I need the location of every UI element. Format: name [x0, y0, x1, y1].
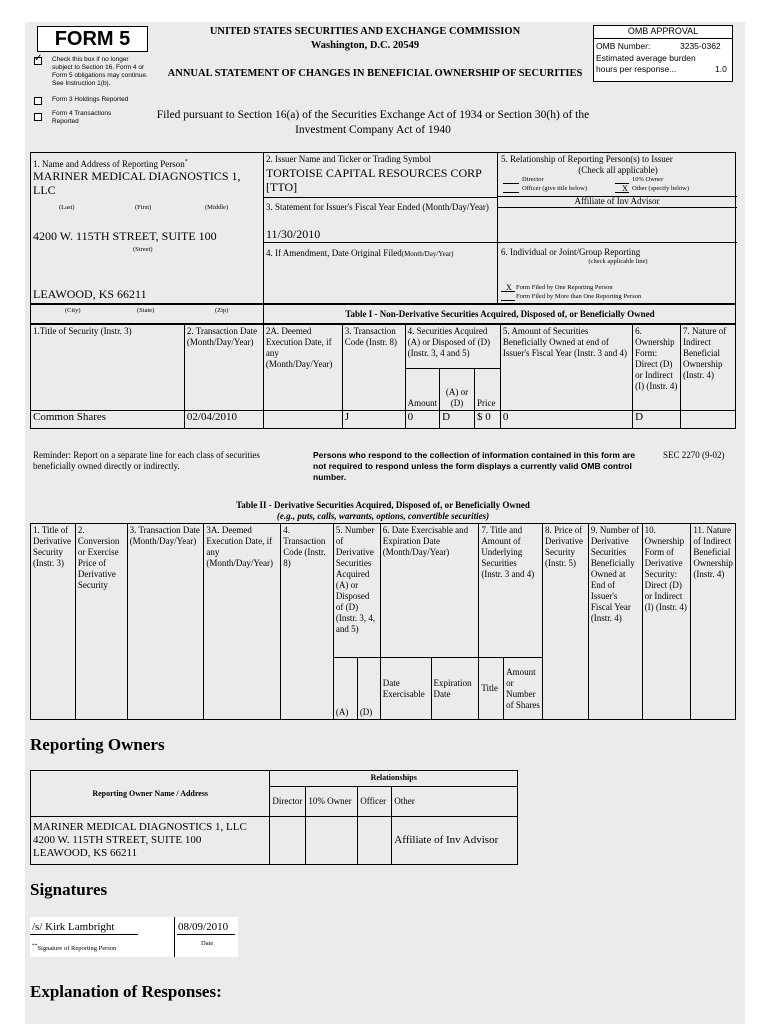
- relationship-title: Affiliate of Inv Advisor: [574, 196, 660, 206]
- no-longer-subject-text: Check this box if no longer subject to Section 16. Form 4 or Form 5 obligations may continue. See Instruction 1(b).: [52, 56, 148, 87]
- t2-h-date-ex: Date Exercisable: [380, 658, 431, 720]
- box2-label: 2. Issuer Name and Ticker or Trading Symbol: [266, 154, 431, 164]
- owner-row-director: [270, 817, 306, 865]
- relationships-header: Relationships: [270, 771, 518, 787]
- owner-row-name: [31, 817, 270, 865]
- omb-burden-label: Estimated average burden hours per response...: [596, 53, 696, 74]
- more-persons-option[interactable]: Form Filed by More than One Reporting Person: [516, 293, 642, 300]
- t1-h-nature: 7. Nature of Indirect Beneficial Ownership (Instr. 4): [681, 325, 736, 411]
- table1: [30, 324, 736, 429]
- persons-notice: Persons who respond to the collection of information contained in this form are not required to respond unless the form displays a currently valid OMB control number.: [313, 450, 636, 482]
- form3-holdings-text: Form 3 Holdings Reported: [52, 96, 129, 103]
- t2-h-exp: Expiration Date: [431, 658, 479, 720]
- t1-r-owned: 0: [500, 411, 632, 429]
- t1-h-aord: (A) or (D): [440, 369, 475, 411]
- other-option-mark[interactable]: X: [622, 184, 628, 193]
- fiscal-year-ended: 11/30/2010: [266, 227, 321, 241]
- t2-h-a: (A): [333, 658, 357, 720]
- box4-label: [266, 248, 496, 260]
- t2-h-form: 10. Ownership Form of Derivative Security: Direct (D) or Indirect (I) (Instr. 4): [642, 524, 691, 720]
- t2-h-nature: 11. Nature of Indirect Beneficial Ownership (Instr. 4): [691, 524, 736, 720]
- owner-other-header: Other: [392, 787, 518, 817]
- owner-officer-header: Officer: [358, 787, 392, 817]
- check-mark-icon: ✓: [34, 53, 43, 64]
- t1-r-code: J: [342, 411, 405, 429]
- explanation-heading: Explanation of Responses:: [30, 982, 222, 1001]
- box4-sub: (Month/Day/Year): [401, 250, 454, 258]
- t2-h-title: 1. Title of Derivative Security (Instr. 3): [31, 524, 76, 720]
- box1-asterisk: *: [184, 159, 188, 165]
- middle-label: (Middle): [205, 204, 229, 211]
- t2-h-d: (D): [357, 658, 380, 720]
- table2-subtitle: (e.g., puts, calls, warrants, options, convertible securities): [276, 511, 490, 521]
- t1-h-code: 3. Transaction Code (Instr. 8): [342, 325, 405, 411]
- last-label: (Last): [59, 204, 75, 211]
- t2-h-conversion: 2. Conversion or Exercise Price of Derivative Security: [75, 524, 127, 720]
- t2-h-number: 5. Number of Derivative Securities Acquired (A) or Disposed of (D) (Instr. 3, 4, and 5): [333, 524, 380, 658]
- signature-date: 08/09/2010: [178, 921, 229, 933]
- owner-row-other: Affiliate of Inv Advisor: [392, 817, 518, 865]
- t1-r-deemed: [263, 411, 342, 429]
- omb-title: OMB APPROVAL: [627, 26, 699, 36]
- form4-transactions-text: Form 4 Transactions Reported: [52, 110, 112, 125]
- table2-title: Table II - Derivative Securities Acquired, Disposed of, or Beneficially Owned: [236, 500, 530, 510]
- street-address: 4200 W. 115TH STREET, SUITE 100: [33, 229, 217, 243]
- box5-sub: (Check all applicable): [578, 165, 658, 175]
- table2: [30, 523, 736, 720]
- ten-pct-owner-option[interactable]: 10% Owner: [632, 176, 664, 183]
- signature-label-text: Signature of Reporting Person: [37, 945, 117, 953]
- box4-label-text: 4. If Amendment, Date Original Filed: [266, 248, 402, 258]
- t1-h-title: 1.Title of Security (Instr. 3): [31, 325, 185, 411]
- signer-name: /s/ Kirk Lambright: [32, 921, 115, 933]
- reminder-text: Reminder: Report on a separate line for each class of securities beneficially owned directly or indirectly.: [33, 450, 260, 471]
- owner-row-street-line: 4200 W. 115TH STREET, SUITE 100: [33, 834, 202, 846]
- t1-h-acquired: 4. Securities Acquired (A) or Disposed of (D) (Instr. 3, 4 and 5): [405, 325, 500, 369]
- zip-label: (Zip): [215, 307, 229, 314]
- t1-h-price: Price: [474, 369, 500, 411]
- box1-label-text: 1. Name and Address of Reporting Person: [33, 159, 185, 169]
- city-state-zip: LEAWOOD, KS 66211: [33, 287, 147, 301]
- agency-name: UNITED STATES SECURITIES AND EXCHANGE COMMISSION: [209, 26, 521, 37]
- t2-h-underlying: 7. Title and Amount of Underlying Securities (Instr. 3 and 4): [479, 524, 543, 658]
- table1-title: Table I - Non-Derivative Securities Acquired, Disposed of, or Beneficially Owned: [345, 309, 655, 319]
- owner-row-name-line: MARINER MEDICAL DIAGNOSTICS 1, LLC: [33, 821, 247, 833]
- signatures-heading: Signatures: [30, 880, 108, 899]
- owner-ten-pct-header: 10% Owner: [306, 787, 358, 817]
- t1-h-amount: Amount: [405, 369, 440, 411]
- owner-row-ten-pct: [306, 817, 358, 865]
- t2-h-deemed: 3A. Deemed Execution Date, if any (Month/Day/Year): [204, 524, 281, 720]
- omb-number: 3235-0362: [680, 41, 721, 51]
- form-title: FORM 5: [54, 28, 131, 50]
- t1-h-deemed: 2A. Deemed Execution Date, if any (Month/Day/Year): [263, 325, 342, 411]
- omb-burden-value: 1.0: [715, 64, 727, 74]
- t2-h-title2: Title: [479, 658, 504, 720]
- statement-title: ANNUAL STATEMENT OF CHANGES IN BENEFICIAL OWNERSHIP OF SECURITIES: [167, 68, 583, 79]
- city-label: (City): [65, 307, 81, 314]
- t2-h-price: 8. Price of Derivative Security (Instr. 5): [542, 524, 588, 720]
- one-person-option[interactable]: Form Filed by One Reporting Person: [516, 284, 613, 291]
- street-label: (Street): [133, 246, 153, 253]
- one-person-mark[interactable]: X: [506, 283, 512, 292]
- t1-h-date: 2. Transaction Date (Month/Day/Year): [184, 325, 263, 411]
- signature-label: [32, 942, 116, 953]
- signature-mark: **: [32, 943, 38, 949]
- date-label: Date: [201, 940, 214, 947]
- box6-label: 6. Individual or Joint/Group Reporting: [501, 247, 641, 257]
- table-row: [31, 817, 518, 865]
- issuer-name: TORTOISE CAPITAL RESOURCES CORP [TTO]: [266, 166, 482, 194]
- omb-number-label: OMB Number:: [596, 41, 651, 51]
- filed-pursuant: Filed pursuant to Section 16(a) of the Securities Exchange Act of 1934 or Section 30(h) of the Investment Company Act of 1940: [156, 109, 590, 136]
- t1-r-title: Common Shares: [31, 411, 185, 429]
- owner-row-officer: [358, 817, 392, 865]
- t2-h-exercisable: 6. Date Exercisable and Expiration Date (Month/Day/Year): [380, 524, 479, 658]
- t2-h-code: 4. Transaction Code (Instr. 8): [281, 524, 334, 720]
- form-page: [25, 22, 745, 1024]
- t1-r-date: 02/04/2010: [184, 411, 263, 429]
- other-option[interactable]: Other (specify below): [632, 185, 690, 192]
- t1-h-form: 6. Ownership Form: Direct (D) or Indirect (I) (Instr. 4): [633, 325, 681, 411]
- t2-h-date: 3. Transaction Date (Month/Day/Year): [127, 524, 204, 720]
- owner-name-header: Reporting Owner Name / Address: [31, 771, 270, 817]
- t1-r-aord: D: [440, 411, 475, 429]
- state-label: (State): [137, 307, 155, 314]
- director-option[interactable]: Director: [522, 176, 544, 183]
- t1-r-amount: 0: [405, 411, 440, 429]
- owner-director-header: Director: [270, 787, 306, 817]
- form3-holdings-checkbox[interactable]: [34, 97, 42, 105]
- t1-r-form: D: [633, 411, 681, 429]
- t1-r-price: $ 0: [474, 411, 500, 429]
- box5-label: 5. Relationship of Reporting Person(s) to Issuer: [501, 154, 673, 164]
- t2-h-owned: 9. Number of Derivative Securities Beneficially Owned at End of Issuer's Fiscal Year (Instr. 4): [588, 524, 642, 720]
- first-label: (First): [135, 204, 152, 211]
- owner-row-city-line: LEAWOOD, KS 66211: [33, 847, 138, 859]
- t1-r-nature: [681, 411, 736, 429]
- table-row: [31, 411, 736, 429]
- box3-label: 3. Statement for Issuer's Fiscal Year Ended (Month/Day/Year): [266, 202, 489, 212]
- box6-sub: (check applicable line): [588, 258, 648, 265]
- officer-option[interactable]: Officer (give title below): [522, 185, 588, 192]
- t2-h-amount: Amount or Number of Shares: [504, 658, 543, 720]
- t1-h-owned: 5. Amount of Securities Beneficially Owned at end of Issuer's Fiscal Year (Instr. 3 and 4): [500, 325, 632, 411]
- reporting-person-name: MARINER MEDICAL DIAGNOSTICS 1, LLC: [33, 169, 241, 197]
- sec-code: SEC 2270 (9-02): [663, 450, 725, 460]
- reporting-owners-table: [30, 770, 518, 865]
- agency-location: Washington, D.C. 20549: [310, 40, 420, 51]
- form4-transactions-checkbox[interactable]: [34, 113, 42, 121]
- reporting-owners-heading: Reporting Owners: [30, 735, 165, 754]
